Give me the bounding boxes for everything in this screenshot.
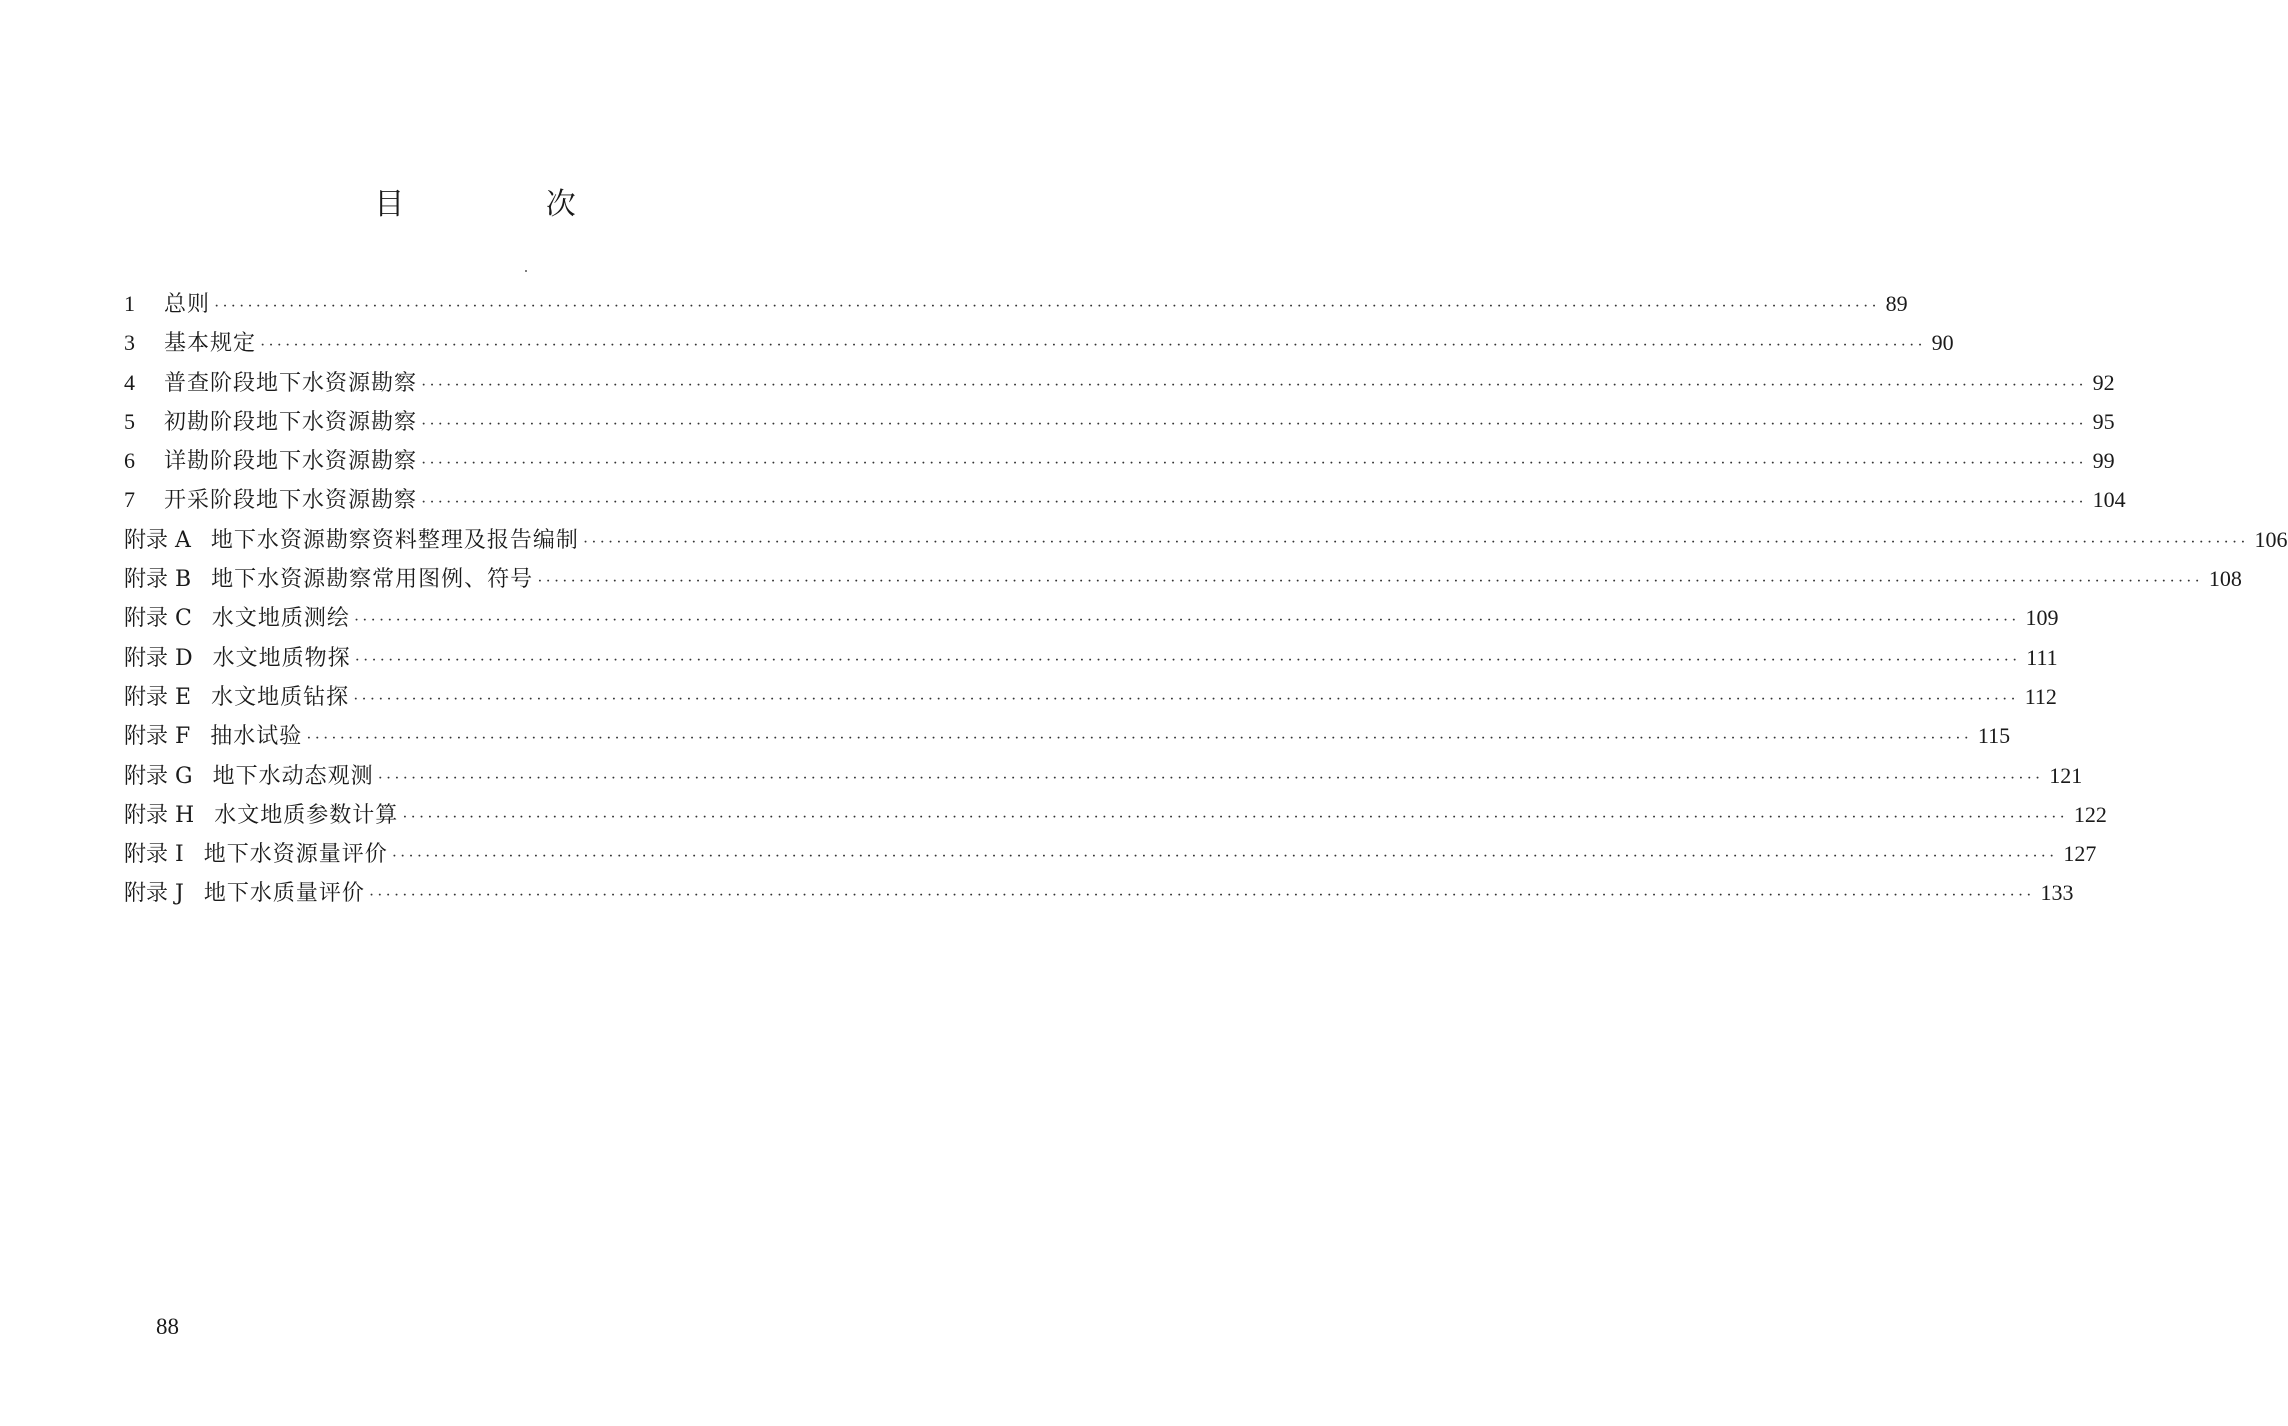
toc-leader-dots: ········································································································································································································ xyxy=(306,730,1972,748)
toc-entry-title: 水文地质物探 xyxy=(212,645,351,671)
table-of-contents xyxy=(124,284,2288,913)
toc-entry-page: 133 xyxy=(2040,880,2074,906)
toc-leader-dots: ········································································································································································································ xyxy=(421,376,2087,394)
toc-entry[interactable] xyxy=(124,716,2011,755)
toc-entry-page: 99 xyxy=(2092,448,2115,474)
toc-entry-title: 水文地质测绘 xyxy=(211,606,350,632)
toc-entry-number: 附录 A xyxy=(124,527,191,553)
toc-leader-dots: ········································································································································································································ xyxy=(377,769,2044,787)
toc-entry[interactable] xyxy=(124,480,2126,519)
toc-entry-number: 附录 J xyxy=(124,881,184,907)
toc-entry[interactable] xyxy=(124,638,2058,677)
toc-entry[interactable] xyxy=(124,677,2057,716)
toc-entry[interactable] xyxy=(124,520,2288,559)
toc-entry-title: 基本规定 xyxy=(164,331,257,357)
toc-entry[interactable] xyxy=(124,756,2083,795)
toc-entry-page: 115 xyxy=(1977,723,2011,749)
toc-entry-title: 地下水资源量评价 xyxy=(203,842,388,868)
toc-entry-number: 3 xyxy=(124,330,135,356)
toc-leader-dots: ········································································································································································································ xyxy=(421,494,2087,512)
toc-leader-dots: ········································································································································································································ xyxy=(402,808,2068,826)
toc-leader-dots: ········································································································································································································ xyxy=(391,848,2058,866)
toc-entry-page: 92 xyxy=(2092,369,2115,395)
toc-entry-title: 总则 xyxy=(164,292,211,317)
toc-entry-title: 地下水动态观测 xyxy=(212,763,374,789)
toc-entry-number: 附录 G xyxy=(124,763,193,789)
toc-entry-number: 附录 E xyxy=(124,684,192,710)
toc-leader-dots: ········································································································································································································ xyxy=(368,887,2035,905)
toc-entry-page: 121 xyxy=(2049,762,2083,788)
toc-entry[interactable] xyxy=(124,598,2059,637)
toc-entry-title: 抽水试验 xyxy=(210,724,303,750)
toc-leader-dots: ········································································································································································································ xyxy=(354,651,2021,669)
toc-entry[interactable] xyxy=(124,323,1954,362)
toc-leader-dots: ········································································································································································································ xyxy=(537,573,2203,591)
toc-entry-title: 地下水质量评价 xyxy=(203,881,365,907)
toc-entry-page: 95 xyxy=(2092,408,2115,434)
toc-leader-dots: ········································································································································································································ xyxy=(582,533,2249,551)
toc-entry-title: 地下水资源勘察资料整理及报告编制 xyxy=(210,527,579,553)
toc-entry-number: 6 xyxy=(124,448,135,474)
page-number: 88 xyxy=(156,1314,179,1339)
toc-entry-number: 4 xyxy=(124,369,135,395)
toc-leader-dots: ········································································································································································································ xyxy=(421,415,2087,433)
toc-leader-dots: ········································································································································································································ xyxy=(421,455,2087,473)
toc-entry-page: 90 xyxy=(1931,330,1954,356)
toc-leader-dots: ········································································································································································································ xyxy=(214,298,1880,315)
toc-entry-number: 附录 H xyxy=(124,802,195,828)
toc-entry[interactable] xyxy=(124,873,2074,912)
toc-entry[interactable] xyxy=(124,402,2115,441)
toc-entry-title: 详勘阶段地下水资源勘察 xyxy=(164,449,418,475)
toc-entry-page: 127 xyxy=(2063,841,2097,867)
toc-entry-page: 106 xyxy=(2254,526,2288,552)
toc-entry-page: 111 xyxy=(2026,644,2058,670)
toc-entry[interactable] xyxy=(124,363,2115,402)
toc-leader-dots: ········································································································································································································ xyxy=(260,337,1926,355)
toc-entry-number: 附录 C xyxy=(124,606,192,632)
toc-entry-title: 初勘阶段地下水资源勘察 xyxy=(164,409,418,435)
scan-speck xyxy=(525,270,527,272)
toc-entry-number: 7 xyxy=(124,487,135,513)
toc-entry-page: 104 xyxy=(2092,487,2126,513)
toc-entry-title: 水文地质钻探 xyxy=(211,684,350,710)
toc-entry-number: 附录 F xyxy=(124,724,191,750)
toc-entry[interactable] xyxy=(124,834,2097,873)
toc-entry-page: 89 xyxy=(1885,291,1908,316)
toc-entry-title: 开采阶段地下水资源勘察 xyxy=(164,488,418,514)
toc-entry-number: 附录 D xyxy=(124,645,193,671)
toc-entry-title: 普查阶段地下水资源勘察 xyxy=(164,370,418,396)
toc-leader-dots: ········································································································································································································ xyxy=(353,612,2020,630)
toc-entry[interactable] xyxy=(124,441,2115,480)
toc-entry-page: 109 xyxy=(2025,605,2059,631)
toc-entry-page: 112 xyxy=(2024,683,2057,709)
toc-entry-title: 水文地质参数计算 xyxy=(214,802,399,828)
toc-entry[interactable] xyxy=(124,284,1908,323)
toc-entry[interactable] xyxy=(124,559,2242,598)
toc-entry[interactable] xyxy=(124,795,2107,834)
toc-entry-page: 108 xyxy=(2208,566,2242,592)
page-title: 目 次 xyxy=(374,187,642,222)
toc-entry-number: 附录 B xyxy=(124,567,192,593)
toc-entry-number: 1 xyxy=(124,291,135,316)
toc-entry-number: 附录 I xyxy=(124,842,184,868)
toc-entry-number: 5 xyxy=(124,408,135,434)
toc-entry-page: 122 xyxy=(2073,801,2107,827)
toc-leader-dots: ········································································································································································································ xyxy=(353,690,2019,708)
toc-entry-title: 地下水资源勘察常用图例、符号 xyxy=(211,567,534,593)
